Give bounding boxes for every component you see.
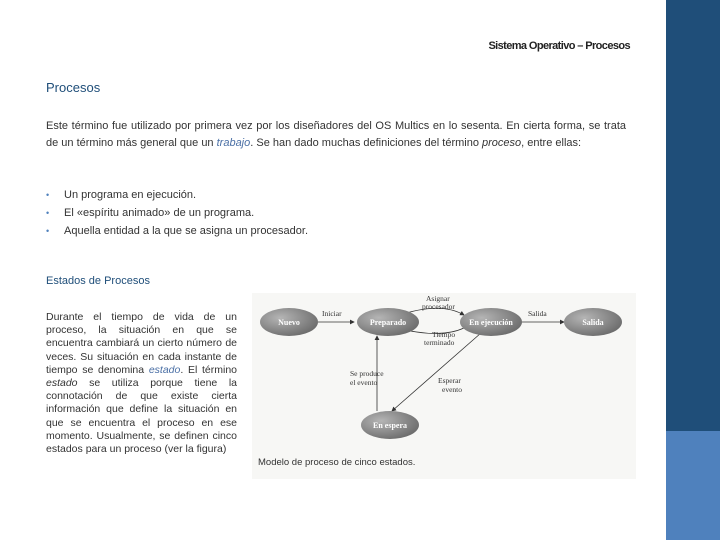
decorative-band-light bbox=[666, 431, 720, 540]
slide-header: Sistema Operativo – Procesos bbox=[488, 40, 630, 52]
list-item: • Un programa en ejecución. bbox=[46, 186, 308, 204]
bullet-icon: • bbox=[46, 190, 50, 200]
svg-text:terminado: terminado bbox=[424, 338, 455, 347]
svg-text:Salida: Salida bbox=[582, 318, 604, 327]
svg-text:el evento: el evento bbox=[350, 378, 378, 387]
bullet-icon: • bbox=[46, 226, 50, 236]
svg-text:En ejecución: En ejecución bbox=[469, 318, 513, 327]
svg-text:Salida: Salida bbox=[528, 309, 547, 318]
estado-link[interactable]: estado bbox=[148, 363, 181, 376]
svg-text:Nuevo: Nuevo bbox=[278, 318, 300, 327]
process-state-figure bbox=[252, 293, 636, 479]
section-title: Procesos bbox=[46, 80, 101, 95]
svg-text:procesador: procesador bbox=[422, 302, 455, 311]
svg-text:Preparado: Preparado bbox=[369, 318, 407, 327]
svg-text:Se produce: Se produce bbox=[350, 369, 384, 378]
svg-text:Iniciar: Iniciar bbox=[322, 309, 342, 318]
decorative-band-dark bbox=[666, 0, 720, 431]
definition-list bbox=[46, 186, 308, 240]
figure-caption: Modelo de proceso de cinco estados. bbox=[258, 457, 416, 468]
list-item: • Aquella entidad a la que se asigna un procesador. bbox=[46, 222, 308, 240]
list-item: • El «espíritu animado» de un programa. bbox=[46, 204, 308, 222]
svg-text:evento: evento bbox=[442, 385, 462, 394]
trabajo-link[interactable]: trabajo bbox=[216, 137, 251, 149]
state-diagram bbox=[252, 293, 636, 479]
states-paragraph: Durante el tiempo de vida de un proceso, la situación en que se encuentra cambiará un cierto número de veces. Su situación en cada instante de tiempo se denomina estado. El término estado se utiliza porque tiene la connotación de que existe cierta información que define la situación en que se encuentra el proceso en ese momento. Usualmente, se definen cinco estados para un proceso (ver la figura) bbox=[46, 311, 237, 456]
svg-text:En espera: En espera bbox=[373, 421, 407, 430]
svg-text:Tiempo: Tiempo bbox=[432, 330, 456, 339]
bullet-icon: • bbox=[46, 208, 50, 218]
states-subtitle: Estados de Procesos bbox=[46, 275, 150, 287]
svg-text:Esperar: Esperar bbox=[438, 376, 461, 385]
svg-text:Asignar: Asignar bbox=[426, 294, 450, 303]
intro-paragraph: Este término fue utilizado por primera vez por los diseñadores del OS Multics en lo sesenta. En cierta forma, se trata de un término más general que un trabajo. Se han dado muchas definiciones del término proceso, entre ellas: bbox=[46, 120, 626, 149]
